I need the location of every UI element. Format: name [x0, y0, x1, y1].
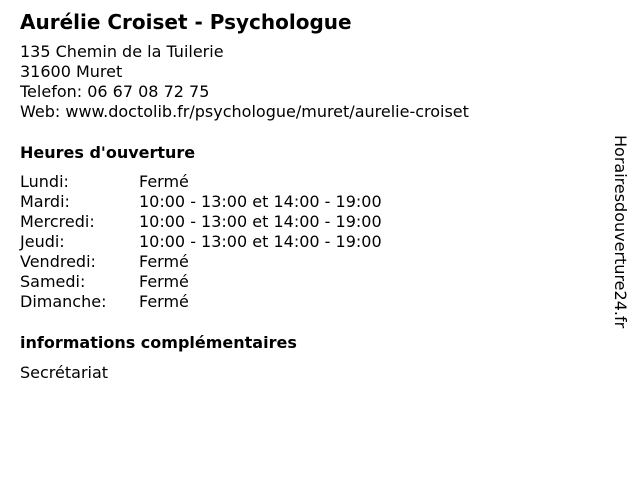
hours-row-mercredi [20, 212, 600, 232]
street-address: 135 Chemin de la Tuilerie [20, 42, 224, 61]
phone-number: Telefon: 06 67 08 72 75 [20, 82, 210, 101]
hours-time: Fermé [139, 272, 189, 291]
hours-row-mardi [20, 192, 600, 212]
hours-row-jeudi [20, 232, 600, 252]
additional-info-text: Secrétariat [20, 363, 109, 382]
hours-day: Vendredi: [20, 252, 96, 271]
hours-row-vendredi [20, 252, 600, 272]
additional-info-heading: informations complémentaires [20, 333, 297, 352]
hours-day: Dimanche: [20, 292, 107, 311]
opening-hours-table [20, 172, 600, 312]
hours-time: Fermé [139, 292, 189, 311]
brand-text: Horairesdouverture24.fr [611, 135, 630, 329]
hours-day: Mercredi: [20, 212, 95, 231]
hours-time: 10:00 - 13:00 et 14:00 - 19:00 [139, 192, 382, 211]
hours-row-lundi [20, 172, 600, 192]
opening-hours-heading: Heures d'ouverture [20, 143, 196, 162]
hours-time: 10:00 - 13:00 et 14:00 - 19:00 [139, 212, 382, 231]
business-info-card [20, 10, 600, 383]
city-postal: 31600 Muret [20, 62, 123, 81]
address-block [20, 42, 600, 122]
hours-day: Samedi: [20, 272, 86, 291]
hours-day: Jeudi: [20, 232, 65, 251]
hours-row-dimanche [20, 292, 600, 312]
hours-time: Fermé [139, 172, 189, 191]
website: Web: www.doctolib.fr/psychologue/muret/aurelie-croiset [20, 102, 469, 121]
hours-row-samedi [20, 272, 600, 292]
hours-time: Fermé [139, 252, 189, 271]
hours-time: 10:00 - 13:00 et 14:00 - 19:00 [139, 232, 382, 251]
page-title: Aurélie Croiset - Psychologue [20, 10, 352, 34]
hours-day: Lundi: [20, 172, 69, 191]
hours-day: Mardi: [20, 192, 70, 211]
brand-watermark [610, 135, 630, 345]
